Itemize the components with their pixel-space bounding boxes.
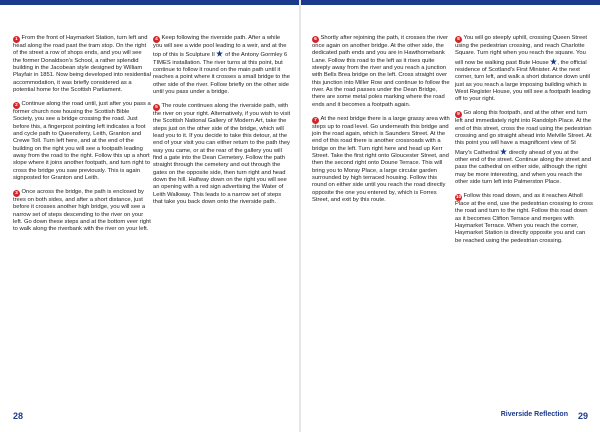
step-number-badge: 3 [13, 190, 20, 197]
right-page-number: 29 [577, 411, 588, 421]
step-text: , the official residence of Scotland's First Minister. At the next corner, turn left, and walk a short distance down until just as you reach a large imposing building which is West Register House, you will see a footpath leading off to your right. [455, 59, 591, 103]
step-text: of the Antony Gormley 6 TIMES installation. The river turns at this point, but continue to follow it round on the main path until it reaches a point where it crosses a small bridge to the other side of the river. Follow briefly on the other side until you pass under a bridge. [153, 52, 290, 96]
step-5-paragraph [153, 103, 291, 206]
step-number-badge: 5 [153, 104, 160, 111]
step-number-badge: 2 [13, 102, 20, 109]
step-number-badge: 1 [13, 36, 20, 43]
step-6-paragraph [312, 35, 450, 109]
step-text: The route continues along the riverside path, with the river on your right. Alternatively, if you wish to visit the Scottish National Gallery of Modern Art, take the steps just on the other side of the bridge, which will lead you to it. If you decide to take this detour, at the end of your visit you can either return to the path they way you came, or at the rear of the gallery you will find a gate into the Dean Cemetery. Follow the path straight through the cemetery and out through the gates on the opposite side, then turn right and head down the hill. Halfway down on the right you will see an opening with a red sign advertising the Water of Leith Walkway. This leads to a narrow set of steps that take you back down onto the riverside path. [153, 102, 291, 206]
text-column-4 [455, 35, 593, 405]
step-10-paragraph [455, 193, 593, 245]
page-gutter [299, 0, 301, 432]
step-number-badge: 7 [312, 117, 319, 124]
step-text: From the front of Haymarket Station, turn left and head along the road past the tram stop. On the right of the street a row of shops ends, and you will see the former Donaldson's School, a rather splendid building in the Jacobean style designed by William Playfair in 1851. Now being developed into residential accommodation, it was briefly considered as a potential home for the Scottish Parliament. [13, 35, 151, 94]
step-number-badge: 10 [455, 194, 462, 200]
step-number-badge: 9 [455, 111, 462, 118]
step-text: directly ahead of you at the other end of the street. Continue along the street and pass the cathedral on either side, although the right may be more interesting, and when you reach the other side turn left into Palmerston Place. [455, 149, 591, 185]
step-3-paragraph [13, 189, 151, 234]
left-page-number: 28 [13, 411, 24, 421]
step-text: Once across the bridge, the path is enclosed by trees on both sides, and after a short distance, just before it crosses another high bridge, you will see a narrow set of steps descending to the river on your left. Go down these steps and at the bottom veer right to walk along the riverbank with the river on your left. [13, 188, 151, 233]
step-text: Go along this footpath, and at the other end turn left and immediately right into Randolph Place. At the end of this street, cross the road using the pedestrian crossing and go straight ahead into Melville Street. At this point you will have a magnificent view of St Mary's Cathedral [455, 110, 592, 156]
step-1-paragraph [13, 35, 151, 94]
step-text: Shortly after rejoining the path, it crosses the river once again on another bridge. At the other side, the dedicated path ends and you are in Hawthornebank Lane. Follow this road to the left as it rises quite steeply away from the river and you reach a junction with Bells Brea bridge on the left. Cross straight over this junction into Miller Row and continue to follow the river. As the road passes under the Dean Bridge, there are some metal poles marking where the road ends and it becomes a footpath again. [312, 35, 450, 108]
step-text: Keep following the riverside path. After a while you will see a wide pool leading to a weir, and at the top of this is Sculpture II [153, 35, 287, 59]
step-7-paragraph [312, 116, 450, 205]
text-column-3 [312, 35, 450, 405]
step-number-badge: 4 [153, 36, 160, 43]
step-text: Follow this road down, and as it reaches Atholl Place at the end, use the pedestrian crossing to cross the road and turn to the right. Follow this road down as it becomes Clifton Terrace and merges with Haymarket Terrace. When you reach the corner, Haymarket Station is directly opposite you and can be reached using the pedestrian crossing. [455, 192, 593, 244]
text-column-1 [13, 35, 151, 405]
step-2-paragraph [13, 101, 151, 182]
step-text: You will go steeply uphill, crossing Queen Street using the pedestrian crossing, and reach Charlotte Square. Turn right when you reach the square. You will now be walking past Bute House [455, 35, 588, 66]
step-number-badge: 8 [455, 36, 462, 43]
step-number-badge: 6 [312, 36, 319, 43]
text-column-2 [153, 35, 291, 405]
step-text: Continue along the road until, just after you pass a former church now housing the Scottish Bible Society, you see a bridge crossing the road. Just before this, a fingerpost pointing left indicates a foot and cycle path to Queensferry, Leith, Granton and Crewe Toll. Turn left here, and at the end of the building on the right you will see a footpath leading away from the road to the right. Follow this up a short slope where it joins another footpath, and turn right to cross the bridge you saw previously. This is again signposted for Granton and Leith. [13, 100, 151, 181]
step-text: At the next bridge there is a large grassy area with steps up to road level. Go underneath this bridge and join the road again, which is Saunders Street. At the end of this road there is another crossroads with a bridge on the left. Turn right here and head up Kerr Street. Take the first right onto Gloucester Street, and then the second right onto Doune Terrace. This will bring you to Moray Place, a large circular garden surrounded by high terraced housing. Follow this round on either side until you reach the road directly opposite the one you entered by, which is Forres Street, and exit by this route. [312, 115, 450, 204]
step-8-paragraph [455, 35, 593, 104]
section-title: Riverside Reflection [500, 411, 568, 418]
step-4-paragraph [153, 35, 291, 96]
step-9-paragraph [455, 110, 593, 186]
